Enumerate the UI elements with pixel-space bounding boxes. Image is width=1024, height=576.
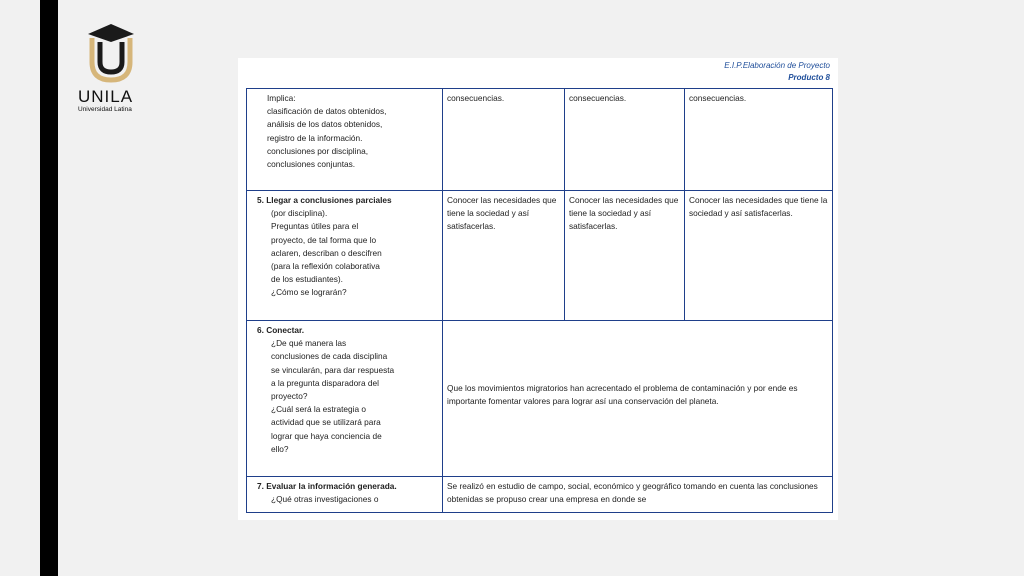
unila-logo: [78, 22, 148, 114]
project-table: [246, 88, 833, 513]
table-row: [247, 321, 833, 477]
table-cell: consecuencias.: [443, 89, 565, 191]
label-line: lograr que haya conciencia de: [271, 430, 382, 441]
header-line-2: Producto 8: [788, 73, 830, 82]
label-line: ello?: [271, 443, 289, 454]
label-line: aclaren, describan o descifren: [271, 247, 382, 258]
table-cell: Conocer las necesidades que tiene la sociedad y así satisfacerlas.: [685, 191, 833, 321]
table-cell: consecuencias.: [685, 89, 833, 191]
label-line: de los estudiantes).: [271, 274, 343, 285]
label-line: proyecto?: [271, 391, 308, 402]
label-line: conclusiones por disciplina,: [267, 145, 369, 156]
row-label-cell: [247, 89, 443, 191]
row-label-cell: [247, 321, 443, 477]
document-header: [724, 60, 830, 84]
label-line: conclusiones de cada disciplina: [271, 351, 388, 362]
label-line: proyecto, de tal forma que lo: [271, 234, 377, 245]
label-line: clasificación de datos obtenidos,: [267, 106, 387, 117]
label-line: ¿Cómo se lograrán?: [271, 287, 347, 298]
row-title: 7. Evaluar la información generada.: [257, 481, 397, 491]
graduation-cap-logo-icon: [86, 22, 136, 84]
label-line: actividad que se utilizará para: [271, 417, 381, 428]
header-line-1: E.I.P.Elaboración de Proyecto: [724, 61, 830, 70]
row-title: 5. Llegar a conclusiones parciales: [257, 195, 392, 205]
row-title: 6. Conectar.: [257, 325, 305, 335]
label-line: ¿De qué manera las: [271, 338, 347, 349]
left-black-bar: [40, 0, 58, 576]
label-line: Implica:: [267, 93, 296, 103]
table-cell: Conocer las necesidades que tiene la sociedad y así satisfacerlas.: [443, 191, 565, 321]
document-page: [238, 58, 838, 520]
table-cell: consecuencias.: [565, 89, 685, 191]
row-label-cell: [247, 477, 443, 513]
label-line: ¿Qué otras investigaciones o: [271, 494, 379, 505]
label-line: registro de la información.: [267, 132, 363, 143]
table-row: [247, 477, 833, 513]
label-line: (para la reflexión colaborativa: [271, 261, 380, 272]
label-line: análisis de los datos obtenidos,: [267, 119, 383, 130]
merged-cell: Que los movimientos migratorios han acrecentado el problema de contaminación y por ende es importante fomentar valores para lograr así una conservación del planeta.: [443, 321, 833, 477]
table-row: [247, 89, 833, 191]
row-label-cell: [247, 191, 443, 321]
label-line: a la pregunta disparadora del: [271, 377, 379, 388]
label-line: conclusiones conjuntas.: [267, 159, 356, 170]
brand-subtitle: Universidad Latina: [78, 106, 132, 113]
brand-name: UNILA: [78, 87, 134, 106]
merged-cell: Se realizó en estudio de campo, social, económico y geográfico tomando en cuenta las conclusiones obtenidas se propuso crear una empresa en donde se: [443, 477, 833, 513]
label-line: se vincularán, para dar respuesta: [271, 364, 395, 375]
label-line: ¿Cuál será la estrategia o: [271, 404, 367, 415]
label-line: Preguntas útiles para el: [271, 221, 359, 232]
table-row: [247, 191, 833, 321]
label-line: (por disciplina).: [271, 208, 328, 219]
table-cell: Conocer las necesidades que tiene la sociedad y así satisfacerlas.: [565, 191, 685, 321]
